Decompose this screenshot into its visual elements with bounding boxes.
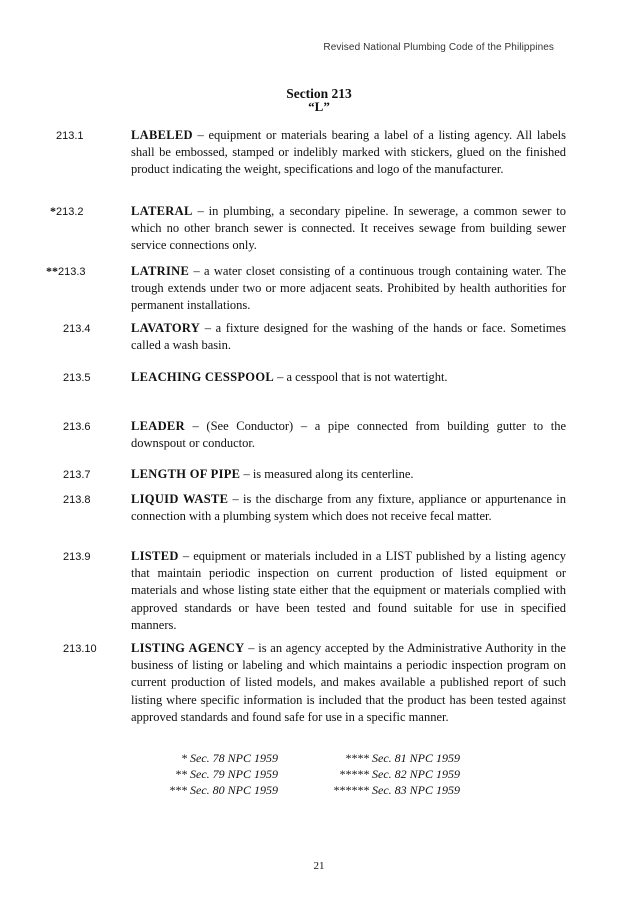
entry-definition: – equipment or materials bearing a label of a listing agency. All labels shall be embossed, stamped or indelibly marked with stickers, glued on the finished product indicating the weight, specifications and logo of the manufacturer. — [131, 128, 566, 177]
entry-text — [131, 263, 566, 315]
entry-definition: – a fixture designed for the washing of the hands or face. Sometimes called a wash basin. — [131, 321, 566, 353]
entry-number: 213.7 — [63, 469, 91, 481]
entry-term: LIQUID WASTE — [131, 492, 229, 506]
entry-number: 213.6 — [63, 421, 91, 433]
footnote: ** Sec. 79 NPC 1959 — [175, 767, 278, 781]
entry-text — [131, 466, 566, 483]
footnote: ***** Sec. 82 NPC 1959 — [339, 767, 460, 781]
entry-definition: – (See Conductor) – a pipe connected from building gutter to the downspout or conductor. — [131, 419, 566, 451]
entry-text — [131, 320, 566, 354]
footnote: **** Sec. 81 NPC 1959 — [345, 751, 460, 765]
entry-text — [131, 203, 566, 255]
section-letter: “L” — [308, 99, 330, 114]
entry-definition: – a water closet consisting of a continuous trough containing water. The trough extends under two or more adjacent seats. Prohibited by health authorities for permanent installations. — [131, 264, 566, 313]
entry-term: LEACHING CESSPOOL — [131, 370, 274, 384]
entry-definition: – in plumbing, a secondary pipeline. In sewerage, a common sewer to which no other branch sewer is connected. It receives sewage from building sewer service connections only. — [131, 204, 566, 253]
entry-number: 213.8 — [63, 494, 91, 506]
entry-text — [131, 491, 566, 525]
entry-text — [131, 418, 566, 452]
entry-term: LISTING AGENCY — [131, 641, 245, 655]
entry-term: LAVATORY — [131, 321, 201, 335]
entry-text — [131, 548, 566, 634]
entry-number: 213.5 — [63, 372, 91, 384]
footnote: * Sec. 78 NPC 1959 — [181, 751, 278, 765]
entry-term: LABELED — [131, 128, 193, 142]
entry-number: *213.2 — [50, 204, 84, 218]
page-number: 21 — [313, 860, 325, 872]
entry-definition: – a cesspool that is not watertight. — [273, 370, 448, 384]
entry-term: LEADER — [131, 419, 185, 433]
footnotes-left-column — [128, 750, 278, 798]
entry-number: 213.9 — [63, 551, 91, 563]
entry-definition: – is the discharge from any fixture, appliance or appurtenance in connection with a plumbing system which does not receive fecal matter. — [131, 492, 566, 524]
entry-term: LENGTH OF PIPE — [131, 467, 241, 481]
entry-text — [131, 127, 566, 179]
entry-definition: – is an agency accepted by the Administrative Authority in the business of listing or labeling and which maintains a periodic inspection program on current production of listed models, and makes available a published report of such listing where specific information is included that the product has been tested against approved standards and found safe for use in a specific manner. — [131, 641, 566, 724]
entry-text — [131, 640, 566, 726]
entry-term: LATERAL — [131, 204, 193, 218]
entry-term: LATRINE — [131, 264, 190, 278]
footnotes-right-column — [290, 750, 460, 798]
entry-number: 213.1 — [56, 130, 84, 142]
running-header: Revised National Plumbing Code of the Philippines — [323, 42, 554, 53]
entry-definition: – equipment or materials included in a LIST published by a listing agency that maintain periodic inspection on current production of listed equipment or materials and whose listing state either that the equipment or materials complied with approved standards or have been tested and found suitable for use in specified manners. — [131, 549, 566, 632]
section-title: Section 213 — [286, 86, 352, 101]
entry-number: 213.4 — [63, 323, 91, 335]
entry-definition: – is measured along its centerline. — [240, 467, 414, 481]
footnote: *** Sec. 80 NPC 1959 — [169, 783, 278, 797]
entry-term: LISTED — [131, 549, 179, 563]
entry-number: **213.3 — [46, 264, 86, 278]
entry-number: 213.10 — [63, 643, 97, 655]
entry-text — [131, 369, 566, 386]
footnote: ****** Sec. 83 NPC 1959 — [333, 783, 460, 797]
